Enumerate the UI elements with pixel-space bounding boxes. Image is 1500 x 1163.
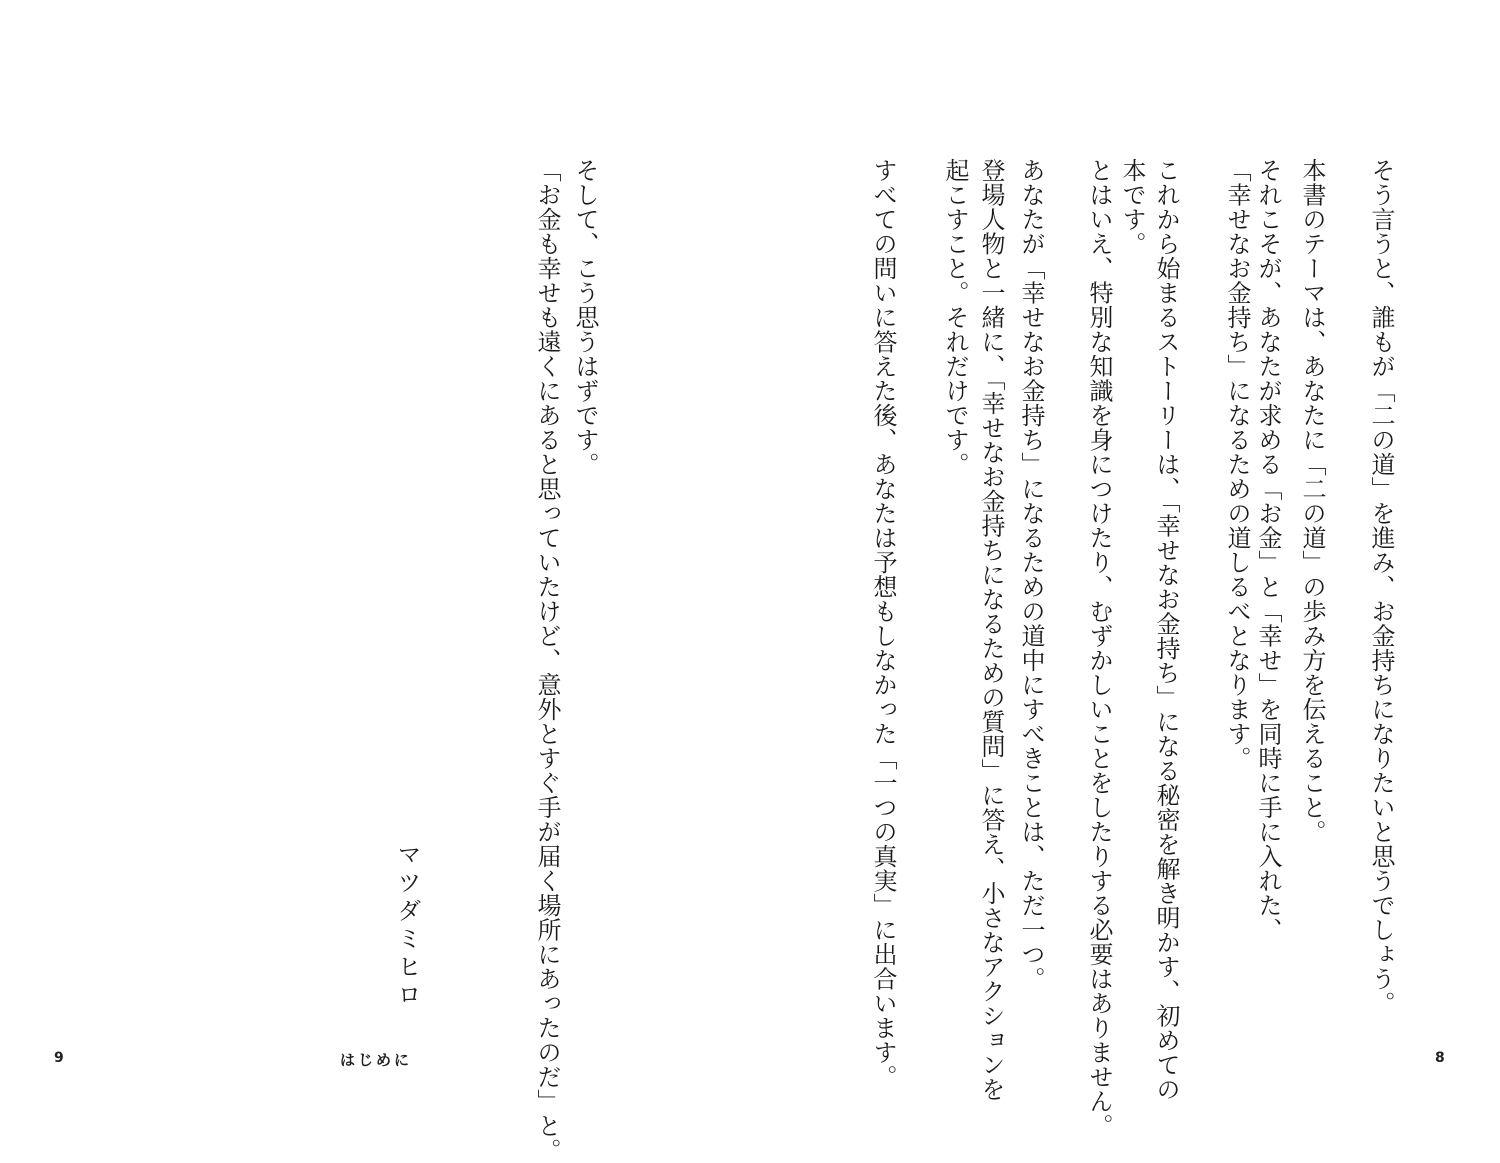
text-column: 「お金も幸せも遠くにあると思っていたけど、意外とすぐ手が届く場所にあったのだ」と。 <box>533 158 561 1163</box>
text-column: とはいえ、特別な知識を身につけたり、むずかしいことをしたりする必要はありません。 <box>1085 158 1113 1138</box>
text-column: 起こすこと。それだけです。 <box>941 158 969 477</box>
text-column: これから始まるストーリーは、「幸せなお金持ち」になる秘密を解き明かす、初めての <box>1152 158 1180 1102</box>
text-column: 登場人物と一緒に、「幸せなお金持ちになるための質問」に答え、小さなアクションを <box>977 158 1005 1102</box>
text-column: すべての問いに答えた後、あなたは予想もしなかった「一つの真実」に出合います。 <box>869 158 897 1089</box>
text-column: 本書のテーマは、あなたに「二の道」の歩み方を伝えること。 <box>1298 158 1326 844</box>
text-column: そして、こう思うはずです。 <box>571 158 599 477</box>
author-signature: マツダミヒロ <box>393 842 421 1010</box>
text-column: 本です。 <box>1118 158 1146 256</box>
text-column: そう言うと、誰もが「二の道」を進み、お金持ちになりたいと思うでしょう。 <box>1367 158 1395 1016</box>
page-number-right: 8 <box>1435 1050 1445 1066</box>
text-column: それこそが、あなたが求める「お金」と「幸せ」を同時に手に入れた、 <box>1254 158 1282 942</box>
text-column: あなたが「幸せなお金持ち」になるための道中にすべきことは、ただ一つ。 <box>1017 158 1045 991</box>
running-head: はじめに <box>340 1051 413 1069</box>
page-number-left: 9 <box>54 1050 64 1066</box>
text-column: 「幸せなお金持ち」になるための道しるべとなります。 <box>1223 158 1251 771</box>
